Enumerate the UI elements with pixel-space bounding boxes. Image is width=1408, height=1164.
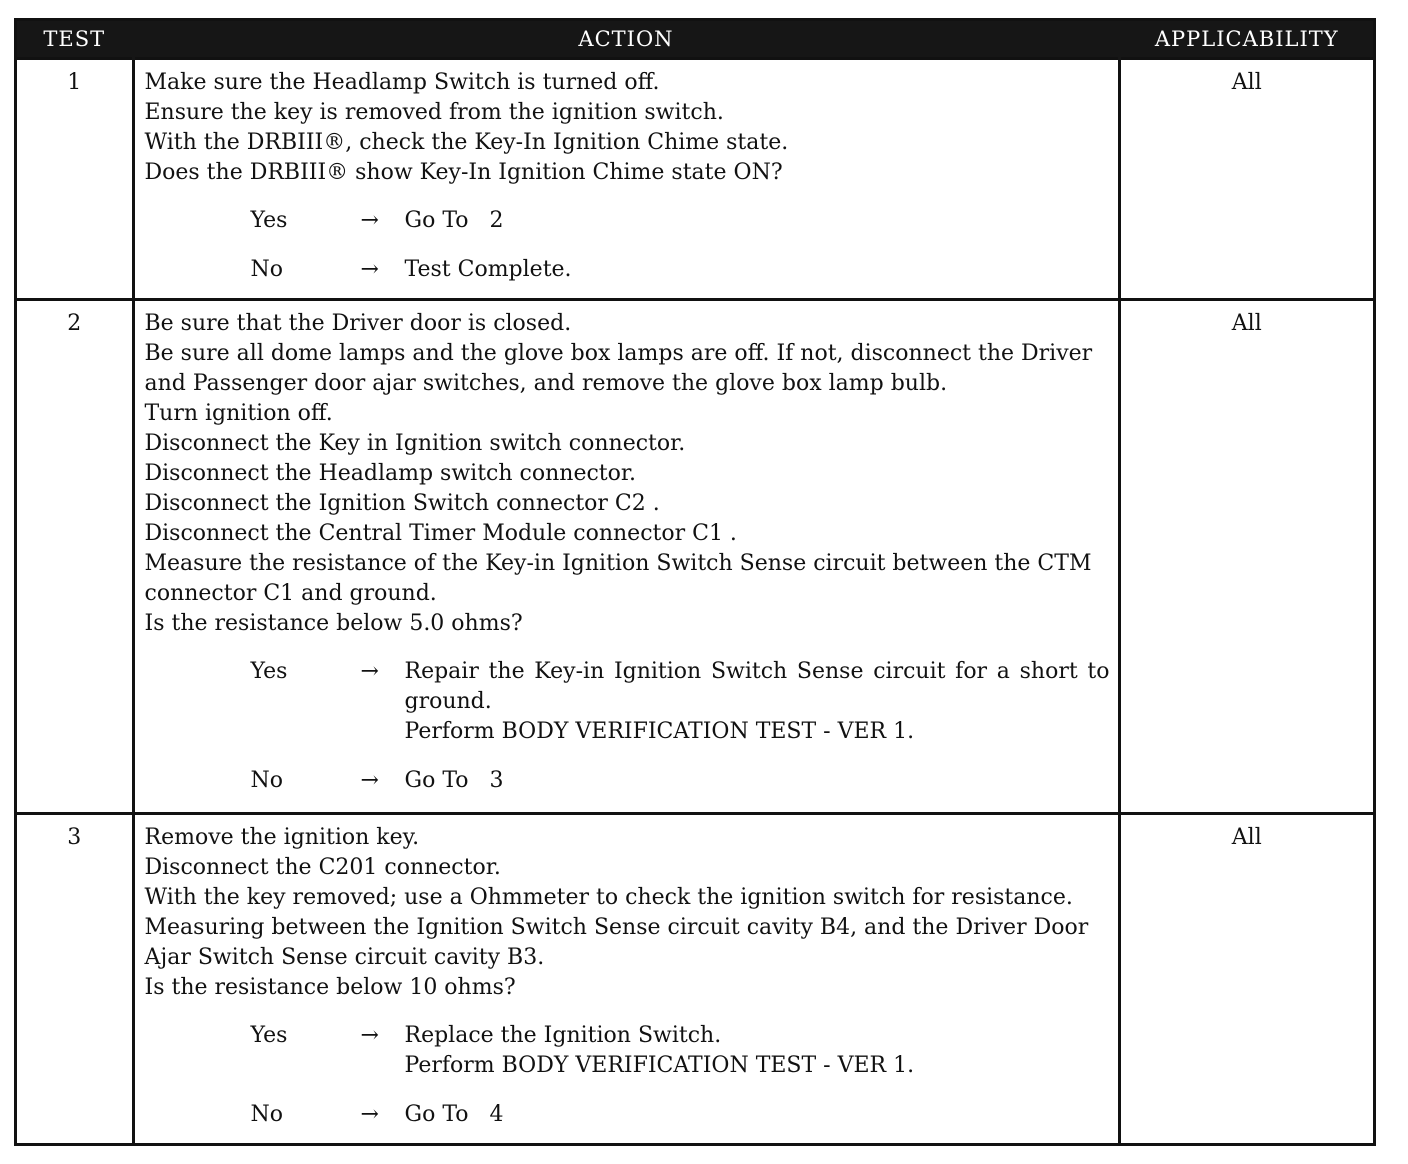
answer-no: [251, 766, 1110, 796]
answer-label: No: [250, 257, 283, 282]
diagnostic-table-frame: [14, 18, 1376, 1146]
action-line: Disconnect the C201 connector.: [144, 855, 501, 880]
action-cell: [133, 300, 1119, 814]
test-number: 3: [17, 814, 133, 1144]
diagnostic-test-table: [17, 21, 1373, 1143]
test-number: 1: [17, 59, 133, 300]
answer-label: Yes: [250, 208, 288, 233]
answer-label: No: [250, 768, 283, 793]
arrow-right-icon: →: [360, 659, 379, 684]
answer-list: [145, 206, 1110, 285]
answer-list: [145, 1021, 1110, 1130]
answer-result-line: Go To 4: [404, 1102, 504, 1127]
action-line: With the key removed; use a Ohmmeter to check the ignition switch for resistance.: [144, 885, 1073, 910]
action-line: Disconnect the Key in Ignition switch connector.: [144, 431, 686, 456]
answer-no: [251, 1100, 1110, 1130]
action-line: Disconnect the Ignition Switch connector C2 .: [144, 491, 660, 516]
answer-result-line: Perform BODY VERIFICATION TEST - VER 1.: [404, 1053, 915, 1078]
answer-label: No: [250, 1102, 283, 1127]
table-row: [17, 59, 1373, 300]
applicability-value: All: [1119, 59, 1373, 300]
answer-result-line: Go To 2: [404, 208, 504, 233]
answer-no: [251, 255, 1110, 285]
answer-yes: [251, 657, 1110, 747]
action-line: Does the DRBIII® show Key-In Ignition Chime state ON?: [144, 160, 783, 185]
answer-result: [405, 657, 1110, 747]
test-number: 2: [17, 300, 133, 814]
table-row: [17, 814, 1373, 1144]
action-line: Is the resistance below 5.0 ohms?: [144, 611, 523, 636]
answer-list: [145, 657, 1110, 796]
action-line: Measure the resistance of the Key-in Ignition Switch Sense circuit between the CTM connector C1 and ground.: [144, 551, 1092, 606]
action-line: Ensure the key is removed from the ignition switch.: [144, 100, 724, 125]
answer-result-line: Go To 3: [404, 768, 504, 793]
table-row: [17, 300, 1373, 814]
answer-result: [405, 1100, 1110, 1130]
action-line: Make sure the Headlamp Switch is turned off.: [144, 70, 660, 95]
answer-result-line: Replace the Ignition Switch.: [404, 1023, 722, 1048]
action-line: Be sure all dome lamps and the glove box lamps are off. If not, disconnect the Driver and Passenger door ajar switches, and remove the glove box lamp bulb.: [144, 341, 1093, 396]
arrow-right-icon: →: [360, 1023, 379, 1048]
arrow-right-icon: →: [360, 257, 379, 282]
answer-label: Yes: [250, 1023, 288, 1048]
header-test: TEST: [17, 21, 133, 59]
header-action: ACTION: [133, 21, 1119, 59]
arrow-right-icon: →: [360, 768, 379, 793]
answer-result-line: Perform BODY VERIFICATION TEST - VER 1.: [404, 719, 915, 744]
action-line: Disconnect the Headlamp switch connector.: [144, 461, 636, 486]
action-cell: [133, 59, 1119, 300]
answer-result-line: Test Complete.: [404, 257, 572, 282]
action-line: Disconnect the Central Timer Module connector C1 .: [144, 521, 737, 546]
arrow-right-icon: →: [360, 208, 379, 233]
answer-label: Yes: [250, 659, 288, 684]
answer-yes: [251, 206, 1110, 236]
header-applicability: APPLICABILITY: [1119, 21, 1373, 59]
answer-result: [405, 1021, 1110, 1081]
action-line: Is the resistance below 10 ohms?: [144, 975, 516, 1000]
applicability-value: All: [1119, 300, 1373, 814]
answer-result-line: Repair the Key-in Ignition Switch Sense circuit for a short to ground.: [404, 659, 1110, 714]
arrow-right-icon: →: [360, 1102, 379, 1127]
action-line: Be sure that the Driver door is closed.: [144, 311, 572, 336]
action-line: Measuring between the Ignition Switch Sense circuit cavity B4, and the Driver Door Ajar Switch Sense circuit cavity B3.: [144, 915, 1089, 970]
action-line: With the DRBIII®, check the Key-In Ignition Chime state.: [144, 130, 789, 155]
answer-result: [405, 206, 1110, 236]
answer-result: [405, 255, 1110, 285]
action-line: Turn ignition off.: [144, 401, 333, 426]
table-header-row: [17, 21, 1373, 59]
action-cell: [133, 814, 1119, 1144]
answer-result: [405, 766, 1110, 796]
action-line: Remove the ignition key.: [144, 825, 420, 850]
answer-yes: [251, 1021, 1110, 1081]
applicability-value: All: [1119, 814, 1373, 1144]
